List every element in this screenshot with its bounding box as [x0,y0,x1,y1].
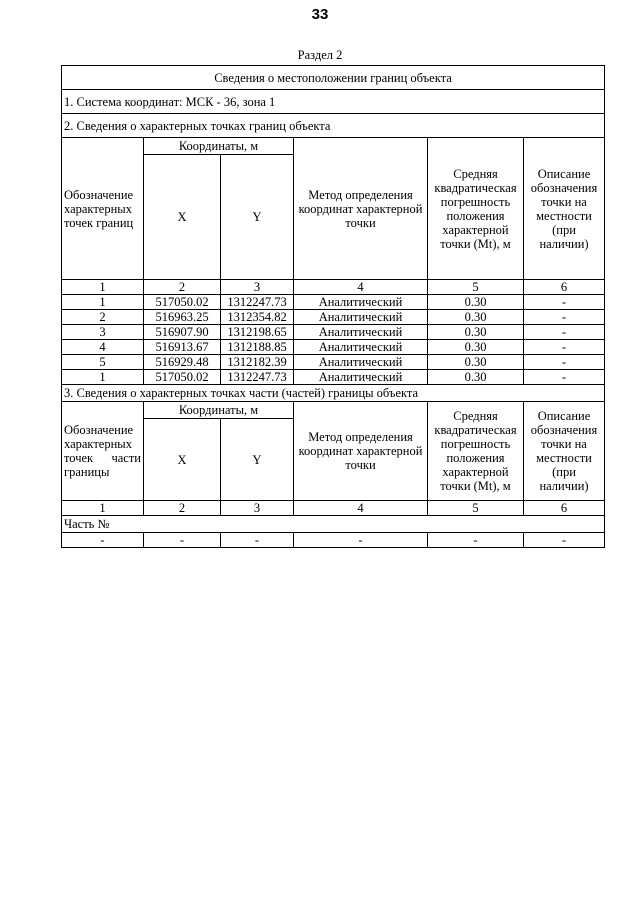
point-cell: 1 [62,370,144,385]
section3-heading: 3. Сведения о характерных точках части (частей) границы объекта [62,385,605,402]
table-row [62,340,605,355]
s2-col-point-header: Обозначение характерных точек границ [62,138,144,280]
s3-col-x-header: X [144,419,221,501]
s3-col-number: 4 [294,501,428,516]
x-cell: 516913.67 [144,340,221,355]
table-row [62,370,605,385]
s2-col-y-header: Y [221,155,294,280]
desc-cell: - [524,355,605,370]
x-cell: 516963.25 [144,310,221,325]
s3-col-number: 5 [428,501,524,516]
error-cell: 0.30 [428,310,524,325]
method-cell: Аналитический [294,355,428,370]
s2-col-desc-header: Описание обозначения точки на местности (при наличии) [524,138,605,280]
y-cell: 1312247.73 [221,295,294,310]
empty-cell: - [221,533,294,548]
table-row [62,295,605,310]
s3-col-number: 1 [62,501,144,516]
s2-col-number: 5 [428,280,524,295]
s3-col-y-header: Y [221,419,294,501]
point-cell: 2 [62,310,144,325]
error-cell: 0.30 [428,295,524,310]
section-label: Раздел 2 [297,48,343,62]
desc-cell: - [524,325,605,340]
empty-cell: - [524,533,605,548]
section2-heading: 2. Сведения о характерных точках границ объекта [62,114,605,138]
coord-system: 1. Система координат: МСК - 36, зона 1 [62,90,605,114]
empty-cell: - [294,533,428,548]
desc-cell: - [524,295,605,310]
error-cell: 0.30 [428,370,524,385]
y-cell: 1312247.73 [221,370,294,385]
y-cell: 1312182.39 [221,355,294,370]
table-title: Сведения о местоположении границ объекта [62,66,605,90]
method-cell: Аналитический [294,340,428,355]
point-cell: 4 [62,340,144,355]
x-cell: 516907.90 [144,325,221,340]
s2-col-coords-header: Координаты, м [144,138,294,155]
x-cell: 517050.02 [144,370,221,385]
s3-col-coords-header: Координаты, м [144,402,294,419]
s3-col-number: 3 [221,501,294,516]
table-row [62,533,605,548]
s2-col-method-header: Метод определения координат характерной точки [294,138,428,280]
table-row [62,355,605,370]
s2-col-error-header: Средняя квадратическая погрешность положения характерной точки (Mt), м [428,138,524,280]
desc-cell: - [524,340,605,355]
method-cell: Аналитический [294,295,428,310]
empty-cell: - [62,533,144,548]
desc-cell: - [524,310,605,325]
empty-cell: - [428,533,524,548]
s2-col-number: 2 [144,280,221,295]
s2-col-number: 6 [524,280,605,295]
s2-col-number: 1 [62,280,144,295]
table-row [62,310,605,325]
point-cell: 1 [62,295,144,310]
s2-col-number: 4 [294,280,428,295]
page-number: 33 [311,6,329,23]
s3-col-error-header: Средняя квадратическая погрешность положения характерной точки (Mt), м [428,402,524,501]
s3-col-point-header: Обозначение характерных точек части границы [62,402,144,501]
s2-col-x-header: X [144,155,221,280]
point-cell: 5 [62,355,144,370]
method-cell: Аналитический [294,370,428,385]
boundary-table [61,65,605,548]
empty-cell: - [144,533,221,548]
desc-cell: - [524,370,605,385]
s3-col-desc-header: Описание обозначения точки на местности (при наличии) [524,402,605,501]
method-cell: Аналитический [294,325,428,340]
error-cell: 0.30 [428,325,524,340]
method-cell: Аналитический [294,310,428,325]
y-cell: 1312198.65 [221,325,294,340]
s3-col-method-header: Метод определения координат характерной точки [294,402,428,501]
y-cell: 1312188.85 [221,340,294,355]
point-cell: 3 [62,325,144,340]
s2-col-number: 3 [221,280,294,295]
y-cell: 1312354.82 [221,310,294,325]
s3-col-number: 6 [524,501,605,516]
error-cell: 0.30 [428,355,524,370]
error-cell: 0.30 [428,340,524,355]
x-cell: 517050.02 [144,295,221,310]
s3-col-number: 2 [144,501,221,516]
x-cell: 516929.48 [144,355,221,370]
part-label: Часть № [62,516,605,533]
table-row [62,325,605,340]
